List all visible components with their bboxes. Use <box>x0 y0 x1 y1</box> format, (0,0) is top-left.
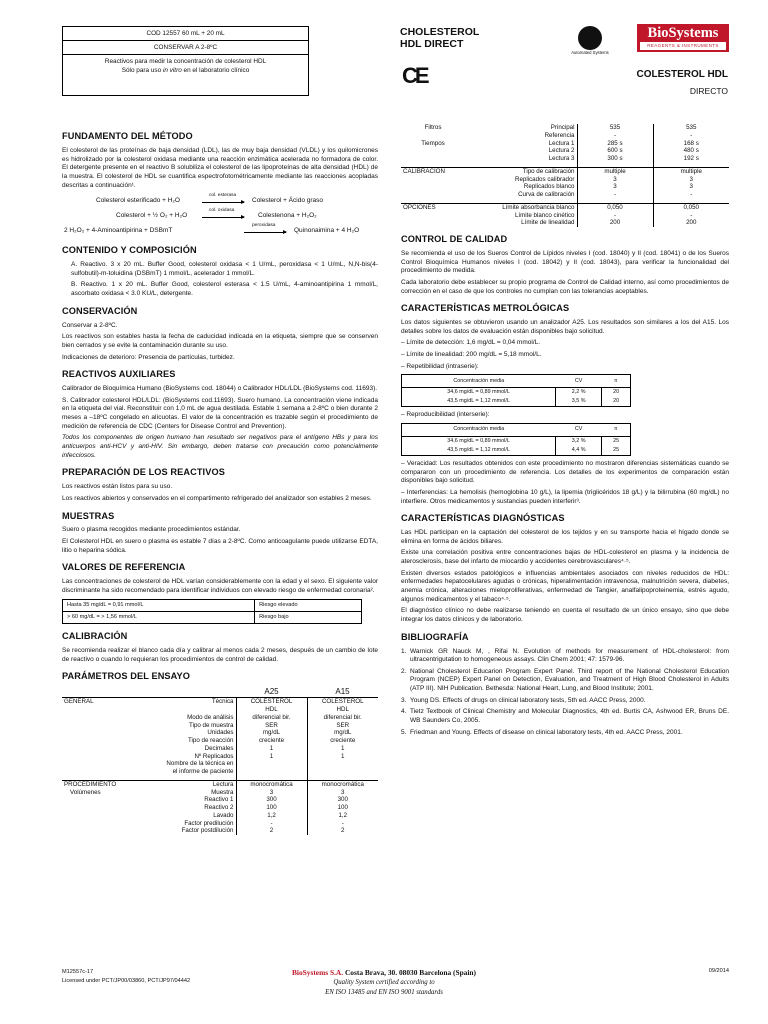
section-heading: FUNDAMENTO DEL MÉTODO <box>62 131 193 141</box>
biosystems-logo: BioSystems REAGENTS & INSTRUMENTS <box>637 24 729 52</box>
intro-text: Reactivos para medir la concentración de colesterol HDL Sólo para uso in vitro en el laboratorio clínico <box>104 58 267 74</box>
arrow-icon <box>244 232 286 233</box>
section-heading: BIBLIOGRAFÍA <box>401 631 469 642</box>
section-heading: REACTIVOS AUXILIARES <box>62 369 176 380</box>
reproducibility-table: Concentración media CV n 34,6 mg/dL = 0,89 mmol/L 3,2 % 25 43,5 mg/dL = 1,12 mmol/L 4,4 % 25 <box>401 423 631 456</box>
product-title: CHOLESTEROL HDL DIRECT <box>400 26 480 50</box>
list-item: 2. National Cholesterol Educarion Program Expert Panel. Third report of the National Cholesterol Education Program (NCEP) Expert Panel on Detection, Evaluation, and Treatment of High Blood Cholesterol in Adults (ATP III). NIH Publication. Bethesda: National Heart, Lung, and Blood Institute; 2001. <box>401 667 729 693</box>
list-item: 4. Tietz Textbook of Clinical Chemistry and Molecular Diagnostics, 4th ed. Burtis CA, Ashwood ER, Bruns DE. WB Saunders Co, 2005. <box>401 708 729 725</box>
table-row: 34,6 mg/dL = 0,89 mmol/L 2,2 % 20 <box>402 388 631 398</box>
section-heading: VALORES DE REFERENCIA <box>62 562 186 573</box>
section-heading: CARACTERÍSTICAS DIAGNÓSTICAS <box>401 513 565 524</box>
product-info-box <box>62 26 309 96</box>
composition-b: B. Reactivo. 1 x 20 mL. Buffer Good, colesterol esterasa < 1.5 U/mL, 4-aminoantipirina 1 mmol/L, ascorbato oxidasa < 3.0 KU/L, detergente. <box>71 281 378 298</box>
footer-center: BioSystems S.A. Costa Brava, 30. 08030 Barcelona (Spain) Quality System certified according to EN ISO 13485 and EN ISO 9001 standards <box>291 968 477 996</box>
section-heading: CALIBRACIÓN <box>62 631 128 642</box>
product-code: COD 12557 60 mL + 20 mL <box>63 27 308 41</box>
table-row: OPCIONES Límite absorbancia blanco 0,050 0,050 <box>401 203 729 211</box>
table-row: 34,6 mg/dL = 0,89 mmol/L 3,2 % 25 <box>402 436 631 446</box>
table-row: > 60 mg/dL = > 1,56 mmol/L Riesgo bajo <box>63 611 362 623</box>
repeatability-table: Concentración media CV n 34,6 mg/dL = 0,89 mmol/L 2,2 % 20 43,5 mg/dL = 1,12 mmol/L 3,5 % 20 <box>401 374 631 407</box>
footer-left: M12557c-17 Licensed under PCT/JP00/03860, PCT/JP97/04442 <box>62 969 191 984</box>
table-row: CALIBRACIÓN Tipo de calibración multiple multiple <box>401 167 729 175</box>
list-item: 1. Warnick GR Nauck M, , Rifai N. Evolution of methods for measurement of HDL-cholesterol: from ultracentrigutation to homogeneous assays. Clin Chem 2001; 47: 1579-96. <box>401 647 729 664</box>
list-item: 3. Young DS. Effects of drugs on clinical laboratory tests, 5th ed. AACC Press, 2000. <box>401 696 646 704</box>
document-title-right: COLESTEROL HDL DIRECTO <box>636 69 728 96</box>
table-row: 43,5 mg/dL = 1,12 mmol/L 4,4 % 25 <box>402 446 631 456</box>
section-heading: CONTROL DE CALIDAD <box>401 234 508 244</box>
parameters-table-right: Filtros Principal 535 535 Referencia - - Tiempos Lectura 1 285 s 168 s Lectura 2 600 s 480 s Lectura 3 300 s 192 s CALIBRACIÓN Tipo de calibración multiple multiple Replicados calibrador 3 3 Replicados blanco 3 3 Curva de calibración - - OPCIONES Límite absorbancia blanco 0,050 0,050 Límite blanco cinético - - Límite de linealidad 200 200 <box>401 124 729 227</box>
arrow-icon <box>202 217 244 218</box>
composition-a: A. Reactivo. 3 x 20 mL. Buffer Good, colesterol oxidasa < 1 U/mL, peroxidasa < 1 U/mL, N,N-bis(4-sulfobutil)-m-toluidina (DSBmT) 1 mmol/L, acelerador 1 mmol/L. <box>71 261 378 277</box>
table-row: 43,5 mg/dL = 1,12 mmol/L 3,5 % 20 <box>402 397 631 407</box>
list-item: 5. Friedman and Young. Effects of disease on clinical laboratory tests, 4th ed. AACC Press, 2001. <box>401 728 683 736</box>
reference-values-table <box>62 599 362 625</box>
reaction-1: Colesterol esterificado + H₂O col. esterasa Colesterol + Ácido graso <box>96 193 323 205</box>
automated-systems-logo: Automated Systems <box>560 26 620 58</box>
section-heading: PREPARACIÓN DE LOS REACTIVOS <box>62 467 225 478</box>
section-heading: CONTENIDO Y COMPOSICIÓN <box>62 245 197 256</box>
table-row: GENERAL Técnica COLESTEROL COLESTEROL <box>62 698 378 706</box>
arrow-icon <box>202 202 244 203</box>
automated-systems-icon <box>578 26 602 50</box>
ce-mark: CE <box>402 63 427 88</box>
storage-note: CONSERVAR A 2-8ºC <box>63 41 308 55</box>
left-column: FUNDAMENTO DEL MÉTODO El colesterol de las proteínas de baja densidad (LDL), las de muy baja densidad (VLDL) y los quilomicrones es hidrolizado por la colesterol oxidasa mediante una reacción enzimática acelerada no formadora de color. El detergente presente en el reactivo B solubiliza el colesterol de las lipoproteínas de alta densidad (HDL) de la muestra. El colesterol de HDL se cuantifica espectrofotométricamente mediante las reacciones acopladas descritas a continuación¹. Colesterol esterificado + H₂O col. esterasa Colesterol + Ácido graso Colesterol + ½ O₂ + H₂O col. oxidasa Colestenona + H₂O₂ 2 H₂O₂ + 4-Aminoantipirina + DSBmT peroxidasa Quinonaimina + 4 H₂O CONTENIDO Y COMPOSICIÓN A. Reactivo. 3 x 20 mL. Buffer Good, colesterol oxidasa < 1 U/mL, peroxidasa < 1 U/mL, N,N-bis(4-sulfobutil)-m-toluidina (DSBmT) 1 mmol/L, acelerador 1 mmol/L. B. Reactivo. 1 x 20 mL. Buffer Good, colesterol esterasa < 1.5 U/mL, 4-aminoantipirina 1 mmol/L, ascorbato oxidasa < 3.0 KU/L, detergente. CONSERVACIÓN Conservar a 2-8ºC. Los reactivos son estables hasta la fecha de caducidad indicada en la etiqueta, siempre que se conserven bien cerrados y se evite la contaminación durante su uso. Indicaciones de deterioro: Presencia de partículas, turbidez. REACTIVOS AUXILIARES Calibrador de Bioquímica Humano (BioSystems cod. 18044) o Calibrador HDL/LDL (BioSystems cod. 11693). S. Calibrador colesterol HDL/LDL: (BioSystems cod.11693). Suero humano. La concentración viene indicada en la etiqueta del vial. Reconstituir con 1,0 mL de agua destilada. Estable 1 semana a 2-8ºC o bien durante 2 meses a –18ºC congelado en alícuotas. El valor de la concentración es trazable según el procedimiento de medición de referencia de CDC (Centers for Disease Control and Prevention). Todos los componentes de origen humano han resultado ser negativos para el antígeno HBs y para los anticuerpos anti-HCV y anti-HIV. Sin embargo, deben tratarse con precaución como potencialmente infecciosos. PREPARACIÓN DE LOS REACTIVOS Los reactivos están listos para su uso. Los reactivos abiertos y conservados en el compartimento refrigerado del analizador son estables 2 meses. MUESTRAS Suero o plasma recogidos mediante procedimientos estándar. El Colesterol HDL en suero o plasma es estable 7 días a 2-8ºC. Como anticoagulante puede utilizarse EDTA, litio o heparina sódica. VALORES DE REFERENCIA Las concentraciones de colesterol de HDL varían considerablemente con la edad y el sexo. El siguiente valor discriminante ha sido recomendado para identificar individuos con elevado riesgo de enfermedad coronaria². Hasta 35 mg/dL = 0,91 mmol/L Riesgo elevado > 60 mg/dL = > 1,56 mmol/L Riesgo bajo CALIBRACIÓN Se recomienda realizar el blanco cada día y calibrar al menos cada 2 meses, después de un cambio de lote de reactivo o cuando lo requieran los procedimientos de control de calidad. PARÁMETROS DEL ENSAYO A25 A15 GENERAL Técnica COLESTEROL COLESTEROL HDL HDL Modo de análisis diferencial bir. diferencial bir. Tipo de muestra SER SER Unidades mg/dL mg/dL Tipo de reacción creciente creciente Decimales 1 1 Nº Replicados 1 1 Nombre de la técnica en el informe de paciente PROCEDIMIENTO Lectura monocromática monocromática Volúmenes Muestra 3 3 Reactivo 1 300 300 Reactivo 2 100 100 Lavado 1,2 1,2 Factor predilución - - Factor postdilución 2 2 <box>62 131 378 835</box>
section-heading: MUESTRAS <box>62 510 115 521</box>
table-row: PROCEDIMIENTO Lectura monocromática monocromática <box>62 780 378 788</box>
section-heading: CARACTERÍSTICAS METROLÓGICAS <box>401 303 570 314</box>
reaction-2: Colesterol + ½ O₂ + H₂O col. oxidasa Colestenona + H₂O₂ <box>116 208 317 220</box>
table-row: Hasta 35 mg/dL = 0,91 mmol/L Riesgo elevado <box>63 599 362 611</box>
table-row: Filtros Principal 535 535 <box>401 124 729 132</box>
section-heading: CONSERVACIÓN <box>62 305 138 316</box>
reaction-3: 2 H₂O₂ + 4-Aminoantipirina + DSBmT peroxidasa Quinonaimina + 4 H₂O <box>64 223 360 235</box>
right-column: Filtros Principal 535 535 Referencia - - Tiempos Lectura 1 285 s 168 s Lectura 2 600 s 480 s Lectura 3 300 s 192 s CALIBRACIÓN Tipo de calibración multiple multiple Replicados calibrador 3 3 Replicados blanco 3 3 Curva de calibración - - OPCIONES Límite absorbancia blanco 0,050 0,050 Límite blanco cinético - - Límite de linealidad 200 200 CONTROL DE CALIDAD Se recomienda el uso de los Sueros Control de Lípidos niveles I (cod. 18040) y II (cod. 18041) o de los Sueros Control Bioquímica Humanos niveles I (cod. 18042) y II (cod. 18043), para verificar la funcionalidad del procedimiento de medida. Cada laboratorio debe establecer su propio programa de Control de Calidad interno, así como procedimientos de corrección en el caso de que los controles no cumplan con las tolerancias aceptables. CARACTERÍSTICAS METROLÓGICAS Los datos siguientes se obtuvieron usando un analizador A25. Los resultados son similares a los del A15. Los detalles sobre los datos de evaluación están disponibles bajo solicitud. – Límite de detección: 1,6 mg/dL = 0,04 mmol/L. – Límite de linealidad: 200 mg/dL = 5,18 mmol/L. – Repetibilidad (intraserie): Concentración media CV n 34,6 mg/dL = 0,89 mmol/L 2,2 % 20 43,5 mg/dL = 1,12 mmol/L 3,5 % 20 – Reproducibilidad (interserie): Concentración media CV n 34,6 mg/dL = 0,89 mmol/L 3,2 % 25 43,5 mg/dL = 1,12 mmol/L 4,4 % 25 – Veracidad: Los resultados obtenidos con este procedimiento no mostraron diferencias sistemáticas cuando se compararon con un procedimiento de referencia. Los detalles de los experimentos de comparación están disponibles bajo solicitud. – Interferencias: La hemolisis (hemoglobina 10 g/L), la lipemia (triglicéridos 18 g/L) y la bilirrubina (60 mg/dL) no interfiere. Otros medicamentos y sustancias pueden interferir³. CARACTERÍSTICAS DIAGNÓSTICAS Las HDL participan en la captación del colesterol de los tejidos y en su transporte hacia el hígado donde se elimina en forma de ácidos biliares. Existe una correlación positiva entre concentraciones bajas de HDL-colesterol en plasma y la incidencia de aterosclerosis, base del infarto de miocardio y accidentes cerebrovasculares⁴·⁵. Existen diversos estados patológicos e influencias ambientales asociados con niveles reducidos de HDL: enfermedades hepatocelulares agudas o crónicas, hiperalimentación intravenosa, malnutrición severa, diabetes, anemia crónica, alteraciones mieloproliferativas, enfermedad de Tangier, analfalipoproteinemia, estrés agudo, algunos medicamentos y el tabaco⁴·⁵. El diagnóstico clínico no debe realizarse teniendo en cuenta el resultado de un único ensayo, sino que debe integrar los datos clínicos y de laboratorio. BIBLIOGRAFÍA 1. Warnick GR Nauck M, , Rifai N. Evolution of methods for measurement of HDL-cholesterol: from ultracentrigutation to homogeneous assays. Clin Chem 2001; 47: 1579-96. 2. National Cholesterol Educarion Program Expert Panel. Third report of the National Cholesterol Education Program (NCEP) Expert Panel on Detection, Evaluation, and Treatment of High Blood Cholesterol in Adults (ATP III). NIH Publication. Bethesda: National Heart, Lung, and Blood Institute; 2001. 3. Young DS. Effects of drugs on clinical laboratory tests, 5th ed. AACC Press, 2000. 4. Tietz Textbook of Clinical Chemistry and Molecular Diagnostics, 4th ed. Burtis CA, Ashwood ER, Bruns DE. WB Saunders Co, 2005. 5. Friedman and Young. Effects of disease on clinical laboratory tests, 4th ed. AACC Press, 2001. <box>401 124 729 736</box>
paragraph: El colesterol de las proteínas de baja densidad (LDL), las de muy baja densidad (VLDL) y los quilomicrones es hidrolizado por la colesterol oxidasa mediante una reacción enzimática acelerada no formadora de color. El detergente presente en el reactivo B solubiliza el colesterol de las lipoproteínas de alta densidad (HDL) de la muestra. El colesterol de HDL se cuantifica espectrofotométricamente mediante las reacciones acopladas descritas a continuación¹. <box>62 146 378 189</box>
parameters-table-left: A25 A15 GENERAL Técnica COLESTEROL COLESTEROL HDL HDL Modo de análisis diferencial bir. diferencial bir. Tipo de muestra SER SER Unidades mg/dL mg/dL Tipo de reacción creciente creciente Decimales 1 1 Nº Replicados 1 1 Nombre de la técnica en el informe de paciente PROCEDIMIENTO Lectura monocromática monocromática Volúmenes Muestra 3 3 Reactivo 1 300 300 Reactivo 2 100 100 Lavado 1,2 1,2 Factor predilución - - Factor postdilución 2 2 <box>62 687 378 835</box>
section-heading: PARÁMETROS DEL ENSAYO <box>62 671 191 682</box>
footer-date: 09/2014 <box>708 968 729 974</box>
